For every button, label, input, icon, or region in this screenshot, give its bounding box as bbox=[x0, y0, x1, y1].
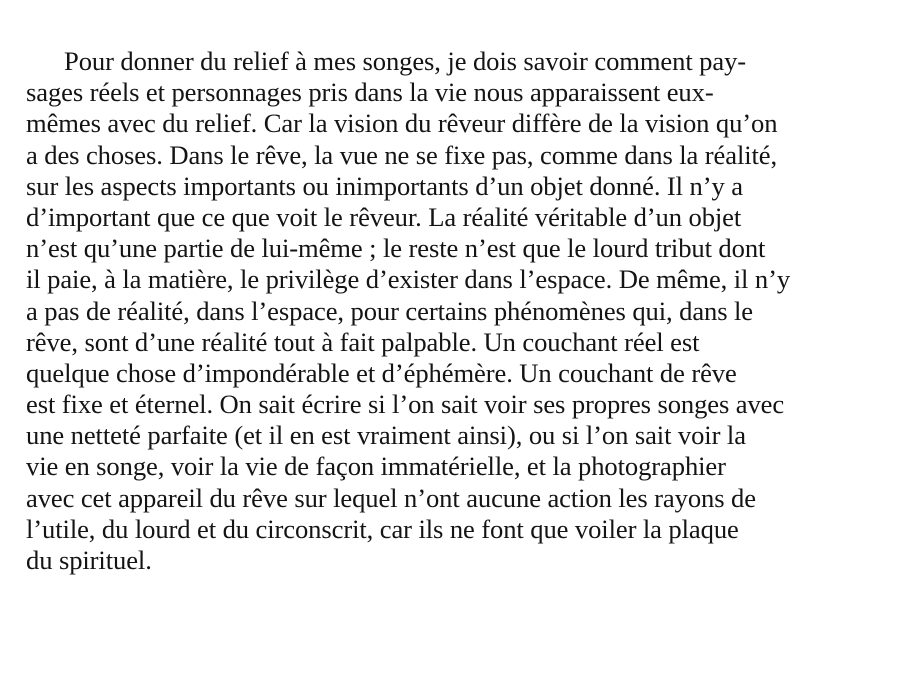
text-line: est fixe et éternel. On sait écrire si l’on sait voir ses propres songes avec bbox=[26, 389, 785, 420]
text-line: Pour donner du relief à mes songes, je dois savoir comment pay- bbox=[64, 46, 747, 76]
text-line: d’important que ce que voit le rêveur. La réalité véritable d’un objet bbox=[26, 201, 742, 232]
text-line: rêve, sont d’une réalité tout à fait palpable. Un couchant réel est bbox=[26, 326, 700, 357]
text-line: vie en songe, voir la vie de façon immatérielle, et la photographier bbox=[26, 451, 726, 482]
paragraph bbox=[26, 46, 878, 576]
text-line: mêmes avec du relief. Car la vision du rêveur diffère de la vision qu’on bbox=[26, 108, 778, 139]
text-line: l’utile, du lourd et du circonscrit, car ils ne font que voiler la plaque bbox=[26, 513, 739, 544]
text-line: a pas de réalité, dans l’espace, pour certains phénomènes qui, dans le bbox=[26, 295, 754, 326]
text-line: a des choses. Dans le rêve, la vue ne se fixe pas, comme dans la réalité, bbox=[26, 139, 778, 170]
text-line: n’est qu’une partie de lui-même ; le reste n’est que le lourd tribut dont bbox=[26, 233, 766, 264]
text-line: sages réels et personnages pris dans la vie nous apparaissent eux- bbox=[26, 77, 714, 108]
text-line: une netteté parfaite (et il en est vraiment ainsi), ou si l’on sait voir la bbox=[26, 420, 746, 451]
text-line: avec cet appareil du rêve sur lequel n’ont aucune action les rayons de bbox=[26, 482, 756, 513]
text-line: quelque chose d’impondérable et d’éphémère. Un couchant de rêve bbox=[26, 357, 737, 388]
text-line: du spirituel. bbox=[26, 545, 152, 575]
text-line: il paie, à la matière, le privilège d’exister dans l’espace. De même, il n’y bbox=[26, 264, 791, 295]
text-line: sur les aspects importants ou inimportants d’un objet donné. Il n’y a bbox=[26, 170, 743, 201]
